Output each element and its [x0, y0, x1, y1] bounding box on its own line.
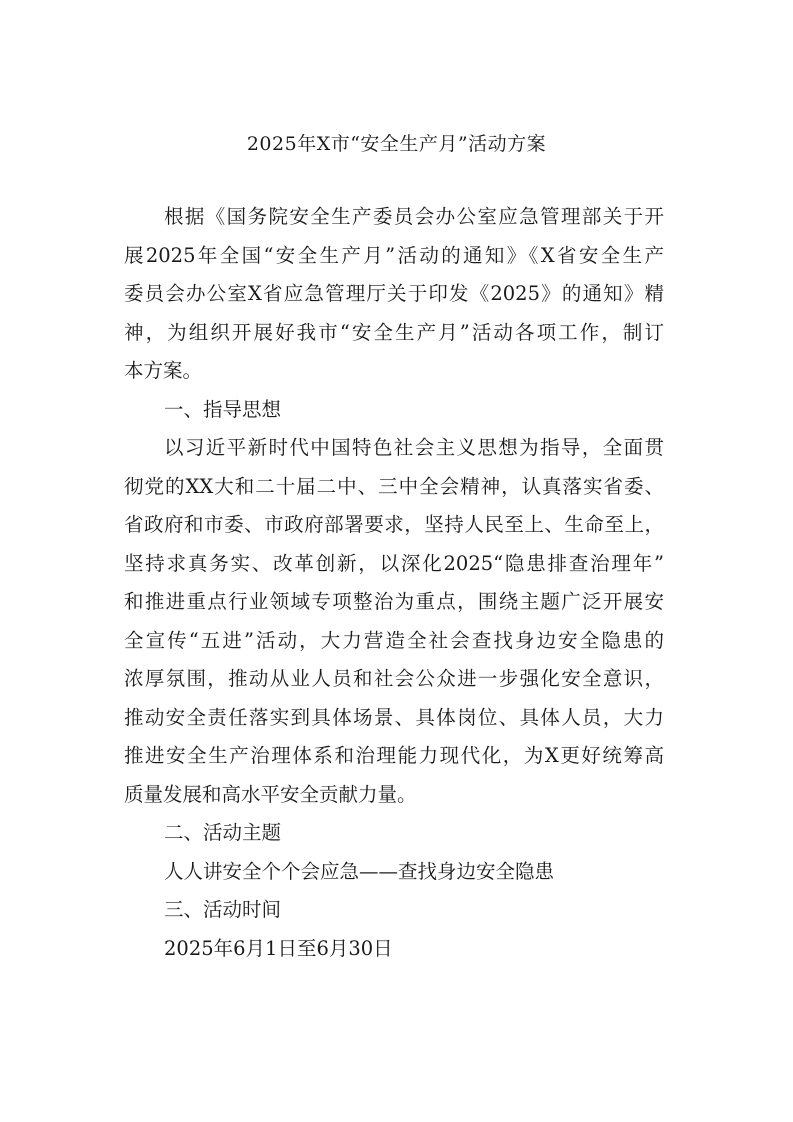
paragraph-line: 展2025年全国“安全生产月”活动的通知》《X省安全生产: [124, 243, 664, 267]
paragraph-line: 浓厚氛围，推动从业人员和社会公众进一步强化安全意识，: [124, 667, 664, 690]
paragraph-line: 和推进重点行业领域专项整治为重点，围绕主题广泛开展安: [124, 590, 664, 613]
document-body: [124, 198, 664, 968]
document-title: 2025年X市“安全生产月”活动方案: [246, 133, 547, 155]
paragraph-line: 坚持求真务实、改革创新，以深化2025“隐患排查治理年”: [124, 551, 664, 575]
paragraph-line: 根据《国务院安全生产委员会办公室应急管理部关于开: [164, 205, 664, 228]
paragraph-line: 以习近平新时代中国特色社会主义思想为指导，全面贯: [164, 436, 664, 459]
theme-text: 人人讲安全个个会应急——查找身边安全隐患: [164, 859, 555, 883]
paragraph-line: 神，为组织开展好我市“安全生产月”活动各项工作，制订: [124, 320, 664, 344]
paragraph-line: 全宣传“五进”活动，大力营造全社会查找身边安全隐患的: [124, 628, 664, 652]
paragraph-line: 委员会办公室X省应急管理厅关于印发《2025》的通知》精: [124, 282, 664, 305]
paragraph-line: 质量发展和高水平安全贡献力量。: [124, 782, 417, 806]
section-heading: 一、指导思想: [164, 397, 282, 421]
paragraph-line: 本方案。: [124, 359, 203, 382]
section-heading: 二、活动主题: [164, 821, 282, 844]
paragraph-line: 彻党的XX大和二十届二中、三中全会精神，认真落实省委、: [124, 474, 664, 498]
paragraph-line: 推进安全生产治理体系和治理能力现代化，为X更好统筹高: [124, 744, 664, 767]
paragraph-line: 推动安全责任落实到具体场景、具体岗位、具体人员，大力: [124, 705, 664, 729]
paragraph-line: 省政府和市委、市政府部署要求，坚持人民至上、生命至上，: [124, 513, 664, 536]
section-heading: 三、活动时间: [164, 898, 282, 921]
date-range-text: 2025年6月1日至6月30日: [164, 936, 393, 960]
